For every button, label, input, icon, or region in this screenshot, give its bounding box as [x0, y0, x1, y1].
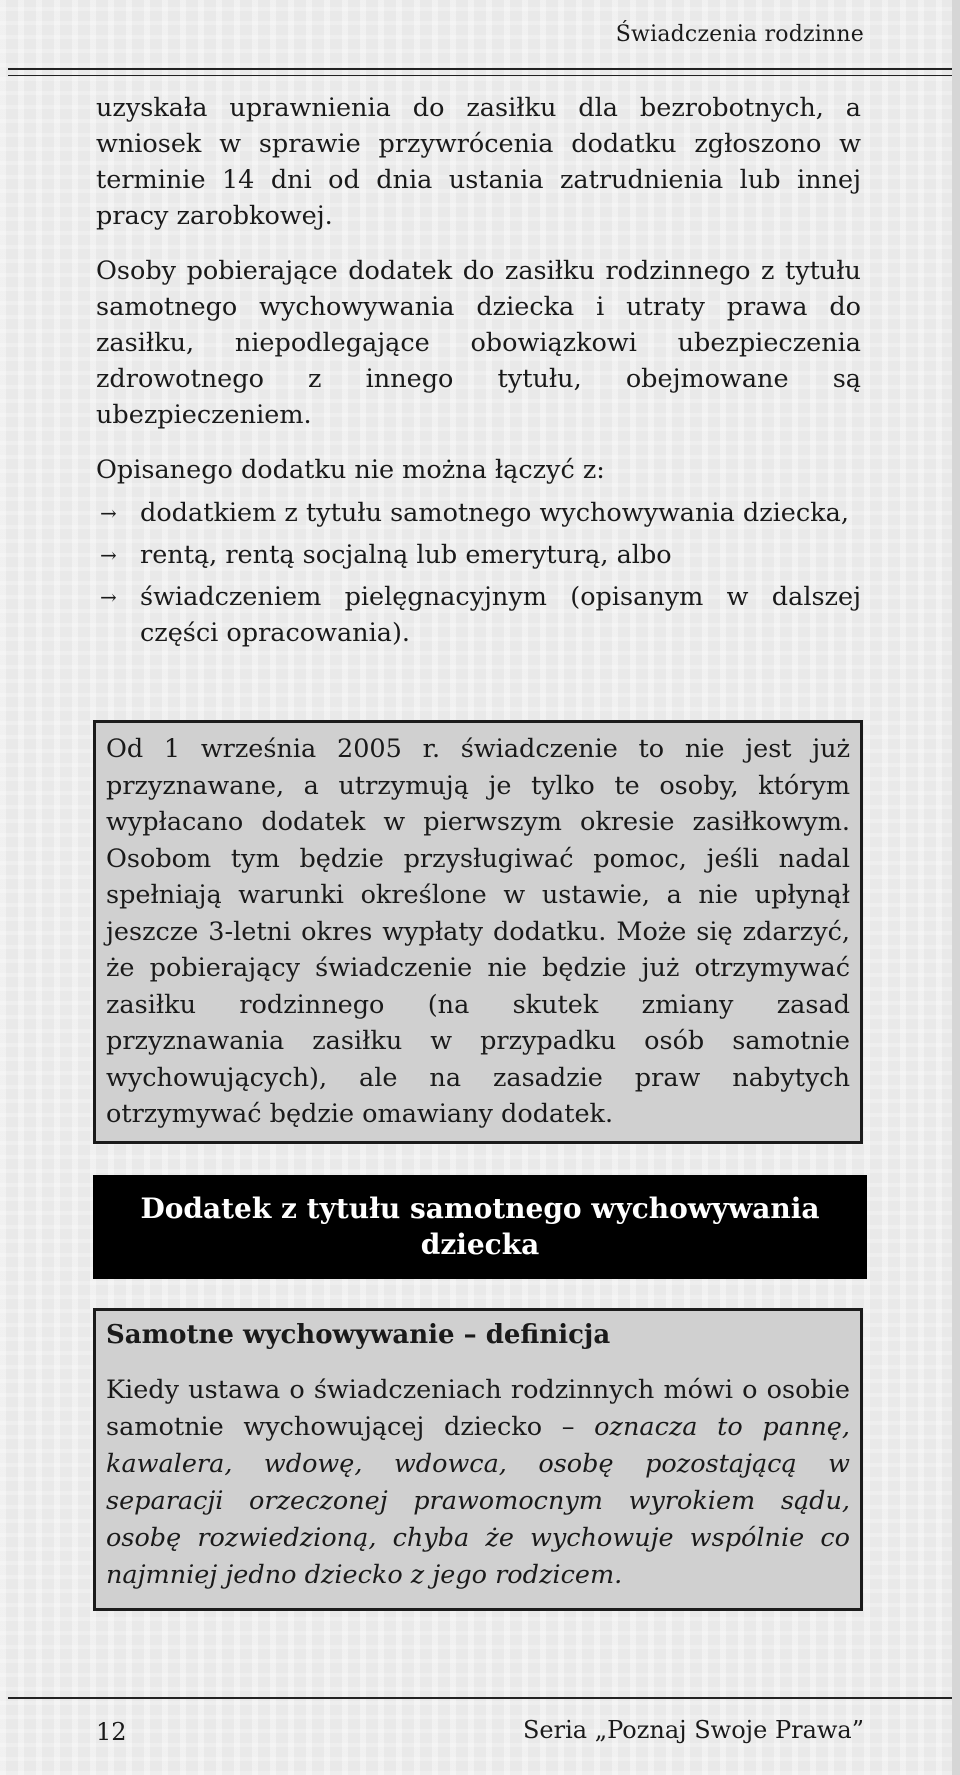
header-rule-thin [8, 75, 952, 76]
page-number: 12 [96, 1718, 127, 1746]
paragraph-text: Opisanego dodatku nie można łączyć z: [96, 455, 605, 485]
running-header: Świadczenia rodzinne [615, 22, 864, 47]
paragraph-text: uzyskała uprawnienia do zasiłku dla bezrobotnych, a wniosek w sprawie przywrócenia dodatku zgłoszono w terminie 14 dni od dnia ustania zatrudnienia lub innej pracy zarobkowej. [96, 93, 861, 231]
note-box [93, 720, 863, 1144]
list-item [96, 537, 861, 573]
section-banner-title: Dodatek z tytułu samotnego wychowywania dziecka [140, 1192, 820, 1261]
definition-body [106, 1372, 850, 1594]
list-item-text: rentą, rentą socjalną lub emeryturą, albo [140, 540, 672, 570]
page-edge [952, 0, 960, 1775]
footer-rule [8, 1697, 952, 1699]
definition-text-regular: Kiedy ustawa o świadczeniach rodzinnych mówi o osobie samotnie wychowującej dziecko – [106, 1375, 850, 1442]
body-paragraph-2 [96, 253, 861, 433]
body-paragraph-1 [96, 90, 861, 234]
definition-text-italic: oznacza to pannę, kawalera, wdowę, wdowca, osobę pozostającą w separacji orzeczonej prawomocnym wyrokiem sądu, osobę rozwiedzioną, chyba że wychowuje wspólnie co najmniej jedno dziecko z jego rodzicem. [106, 1412, 850, 1590]
arrow-icon: → [100, 543, 117, 567]
paragraph-text: Osoby pobierające dodatek do zasiłku rodzinnego z tytułu samotnego wychowywania dziecka i utraty prawa do zasiłku, niepodlegające obowiązkowi ubezpieczenia zdrowotnego z innego tytułu, obejmowane są ubezpieczeniem. [96, 256, 861, 430]
list-item [96, 495, 861, 531]
body-paragraph-3 [96, 452, 861, 488]
bullet-list [96, 495, 861, 657]
list-item-text: dodatkiem z tytułu samotnego wychowywania dziecka, [140, 498, 849, 528]
list-item [96, 579, 861, 651]
header-rule-thick [8, 68, 952, 70]
note-box-text: Od 1 września 2005 r. świadczenie to nie jest już przyznawane, a utrzymują je tylko te osoby, którym wypłacano dodatek w pierwszym okresie zasiłkowym. Osobom tym będzie przysługiwać pomoc, jeśli nadal spełniają warunki określone w ustawie, a nie upłynął jeszcze 3-letni okres wypłaty dodatku. Może się zdarzyć, że pobierający świadczenie nie będzie już otrzymywać zasiłku rodzinnego (na skutek zmiany zasad przyznawania zasiłku w przypadku osób samotnie wychowujących), ale na zasadzie praw nabytych otrzymywać będzie omawiany dodatek. [106, 734, 850, 1129]
section-banner [93, 1175, 867, 1279]
arrow-icon: → [100, 585, 117, 609]
definition-heading: Samotne wychowywanie – definicja [106, 1320, 611, 1350]
list-item-text: świadczeniem pielęgnacyjnym (opisanym w dalszej części opracowania). [140, 582, 861, 648]
series-name: Seria „Poznaj Swoje Prawa” [522, 1716, 864, 1744]
arrow-icon: → [100, 501, 117, 525]
definition-box [93, 1308, 863, 1611]
